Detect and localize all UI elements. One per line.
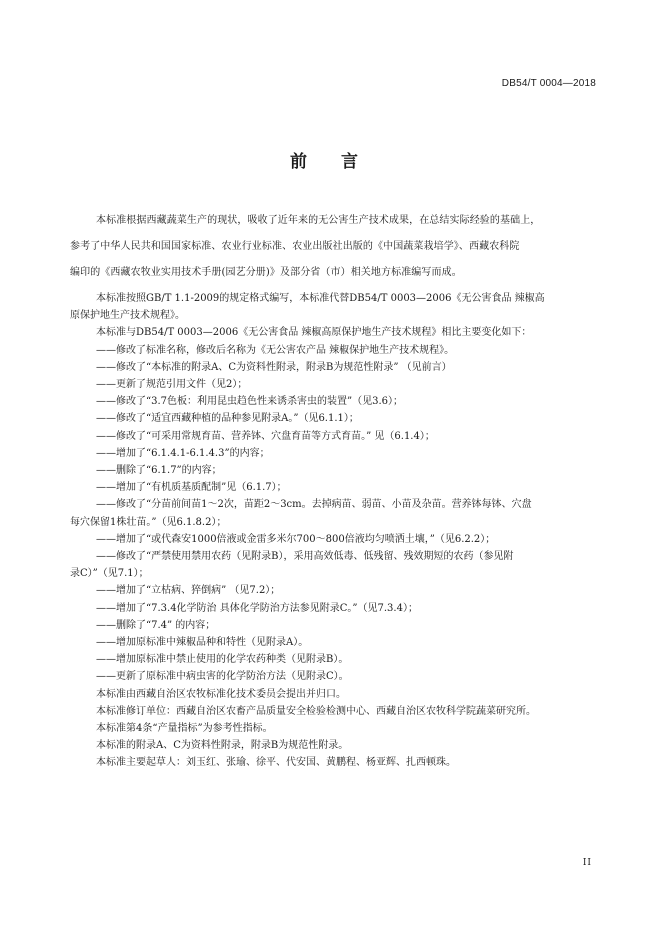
intro-paragraph [70,208,600,286]
document-code: DB54/T 0004—2018 [501,78,596,89]
text-line: 本标准由西藏自治区农牧标准化技术委员会提出并归口。 [96,688,346,700]
intro-line: 本标准根据西藏蔬菜生产的现状，吸收了近年来的无公害生产技术成果，在总结实际经验的基础上， [96,215,541,226]
page-number: II [582,858,592,868]
list-item: ——修改了标准名称，修改后名称为《无公害农产品 辣椒保护地生产技术规程》。 [96,344,455,356]
list-item: 每穴保留1株壮苗。”（见6.1.8.2）； [70,516,227,528]
intro-line: 参考了中华人民共和国国家标准、农业行业标准、农业出版社出版的《中国蔬菜栽培学》、西藏农科院 [70,241,520,252]
list-item: ——修改了“可采用常规育苗、营养钵、穴盘育苗等方式育苗。” 见（6.1.4）； [96,430,435,442]
list-item: ——修改了“适宜西藏种植的品种参见附录A。”（见6.1.1）； [96,413,359,425]
list-item: ——增加原标准中辣椒品种和特性（见附录A）。 [96,637,309,649]
change-list [70,290,600,772]
list-item: ——增加原标准中禁止使用的化学农药种类（见附录B）。 [96,654,349,666]
list-item: ——修改了“分苗前间苗1～2次，苗距2～3cm。去掉病苗、弱苗、小苗及杂苗。营养钵每钵、穴盘 [96,499,532,511]
list-item: ——修改了“严禁使用禁用农药（见附录B），采用高效低毒、低残留、残效期短的农药（参见附 [96,551,514,563]
text-line: 本标准按照GB/T 1.1-2009的规定格式编写，本标准代替DB54/T 0003—2006《无公害食品 辣椒高 [96,293,545,304]
list-item: ——删除了“6.1.7”的内容； [96,465,222,477]
text-line: 原保护地生产技术规程》。 [70,310,185,322]
document-body [70,208,600,772]
list-item: ——增加了“7.3.4化学防治 具体化学防治方法参见附录C。”（见7.3.4）； [96,602,418,614]
list-item: ——增加了“或代森安1000倍液或金雷多米尔700～800倍液均匀喷洒土壤，”（见6.2.2）； [96,533,496,545]
list-item: ——增加了“立枯病、猝倒病” （见7.2）； [96,585,281,597]
list-item: ——修改了“3.7色板：利用昆虫趋色性来诱杀害虫的装置”（见3.6）； [96,396,404,408]
list-item: ——更新了规范引用文件（见2）； [96,379,248,391]
list-item: ——增加了“6.1.4.1-6.1.4.3”的内容； [96,447,270,459]
page-title: 前 言 [290,152,372,172]
text-line: 本标准主要起草人：刘玉红、张瑜、徐平、代安国、黄鹏程、杨亚辉、扎西顿珠。 [96,757,456,769]
list-item: ——删除了“7.4” 的内容； [96,619,216,631]
list-item: 录C）”（见7.1）； [70,568,149,580]
text-line: 本标准的附录A、C为资料性附录，附录B为规范性附录。 [96,740,349,752]
text-line: 本标准修订单位：西藏自治区农畜产品质量安全检验检测中心、西藏自治区农牧科学院蔬菜研究所。 [96,705,536,717]
text-line: 本标准第4条“产量指标”为参考性指标。 [96,723,273,735]
list-item: ——更新了原标准中病虫害的化学防治方法（见附录C）。 [96,671,349,683]
list-item: ——修改了“本标准的附录A、C为资料性附录，附录B为规范性附录” （见前言） [96,361,452,373]
text-line: 本标准与DB54/T 0003—2006《无公害食品 辣椒高原保护地生产技术规程》相比主要变化如下： [96,327,532,339]
list-item: ——增加了“有机质基质配制”见（6.1.7）； [96,482,287,494]
intro-line: 编印的《西藏农牧业实用技术手册(园艺分册)》及部分省（市）相关地方标准编写而成。 [70,267,462,278]
